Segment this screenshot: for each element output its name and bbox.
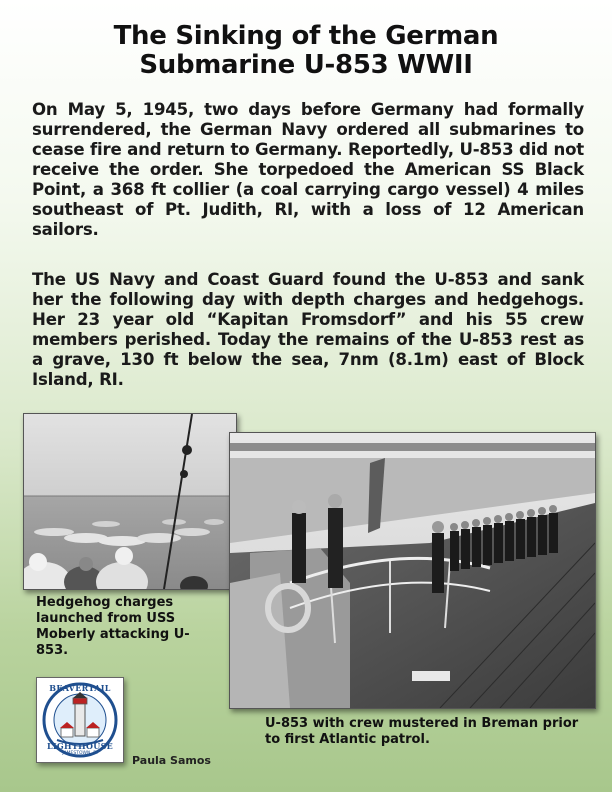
title-line-1: The Sinking of the German xyxy=(113,21,499,51)
beavertail-lighthouse-logo xyxy=(36,677,124,763)
u853-crew-photo xyxy=(229,432,596,709)
title-line-2: Submarine U-853 WWII xyxy=(139,50,473,80)
page-title xyxy=(0,22,612,80)
logo-bottom-text: LIGHTHOUSE xyxy=(46,741,114,751)
paragraph-aftermath: The US Navy and Coast Guard found the U-853 and sank her the following day with depth charges and hedgehogs. Her 23 year old “Kapitan Fromsdorf” and his 55 crew members perished. Today the remains of the U-853 rest as a grave, 130 ft below the sea, 7nm (8.1m) east of Block Island, RI. xyxy=(32,270,584,389)
author-credit: Paula Samos xyxy=(132,754,211,767)
paragraph-sinking: On May 5, 1945, two days before Germany had formally surrendered, the German Navy ordered all submarines to cease fire and return to Germany. Reportedly, U-853 did not receive the order. She torpedoed the American SS Black Point, a 368 ft collier (a coal carrying cargo vessel) 4 miles southeast of Pt. Judith, RI, with a loss of 12 American sailors. xyxy=(32,100,584,239)
logo-location-text: JAMESTOWN, RI xyxy=(62,751,98,756)
logo-top-text: BEAVERTAIL xyxy=(49,683,111,693)
hedgehog-photo xyxy=(23,413,237,590)
caption-hedgehog: Hedgehog charges launched from USS Moberly attacking U-853. xyxy=(36,595,190,658)
caption-crew: U-853 with crew mustered in Breman prior to first Atlantic patrol. xyxy=(265,716,579,747)
